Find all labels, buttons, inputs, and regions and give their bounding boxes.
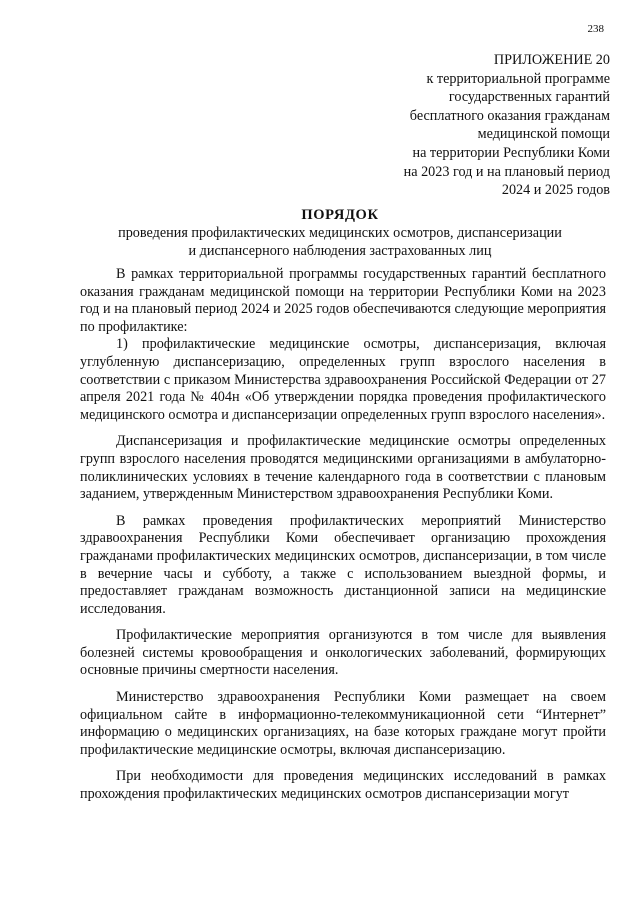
page-number: 238 (587, 23, 604, 35)
paragraph-detection: Профилактические мероприятия организуются в том числе для выявления болезней системы кровообращения и онкологических заболеваний, формирующих основные причины смертности населения. (80, 627, 606, 679)
appendix-line: государственных гарантий (448, 89, 610, 106)
document-subtitle-line: и диспансерного наблюдения застрахованных лиц (188, 243, 492, 259)
title-block (60, 206, 620, 260)
paragraph-research: При необходимости для проведения медицинских исследований в рамках прохождения профилактических медицинских осмотров диспансеризации могут (80, 768, 606, 803)
appendix-line: к территориальной программе (426, 70, 610, 87)
paragraph-list-item-1: 1) профилактические медицинские осмотры, диспансеризация, включая углубленную диспансеризацию, определенных групп взрослого населения в соответствии с приказом Министерства здравоохранения Российской Федерации от 27 апреля 2021 года № 404н «Об утверждении порядка проведения профилактического медицинского осмотра и диспансеризации определенных групп взрослого населения». (80, 336, 606, 423)
appendix-line: на 2023 год и на плановый период (403, 163, 610, 180)
paragraph-website: Министерство здравоохранения Республики Коми размещает на своем официальном сайте в информационно-телекоммуникационной сети “Интернет” информацию о медицинских организациях, на базе которых граждане могут пройти профилактические медицинские осмотры, включая диспансеризацию. (80, 689, 606, 758)
paragraph-intro: В рамках территориальной программы государственных гарантий бесплатного оказания гражданам медицинской помощи на территории Республики Коми на 2023 год и на плановый период 2024 и 2025 годов обеспечиваются следующие мероприятия по профилактике: (80, 266, 606, 335)
document-subtitle-line: проведения профилактических медицинских осмотров, диспансеризации (118, 225, 562, 241)
document-title: ПОРЯДОК (301, 207, 379, 223)
paragraph-dispensarization: Диспансеризация и профилактические медицинские осмотры определенных групп взрослого населения проводятся медицинскими организациями в амбулаторно-поликлинических условиях в течение календарного года в соответствии с плановым заданием, утвержденным Министерством здравоохранения Республики Коми. (80, 433, 606, 503)
appendix-line: медицинской помощи (477, 126, 610, 143)
appendix-line: на территории Республики Коми (412, 144, 610, 161)
appendix-line: бесплатного оказания гражданам (409, 107, 610, 124)
appendix-line: ПРИЛОЖЕНИЕ 20 (493, 52, 610, 68)
appendix-header (404, 51, 610, 200)
appendix-line: 2024 и 2025 годов (501, 182, 610, 199)
document-body (80, 266, 606, 813)
paragraph-organization: В рамках проведения профилактических мероприятий Министерство здравоохранения Республики Коми обеспечивает организацию прохождения гражданами профилактических медицинских осмотров, диспансеризации, в том числе в вечерние часы и субботу, а также с использованием выездной формы, и предоставляет гражданам возможность дистанционной записи на медицинские исследования. (80, 512, 606, 617)
